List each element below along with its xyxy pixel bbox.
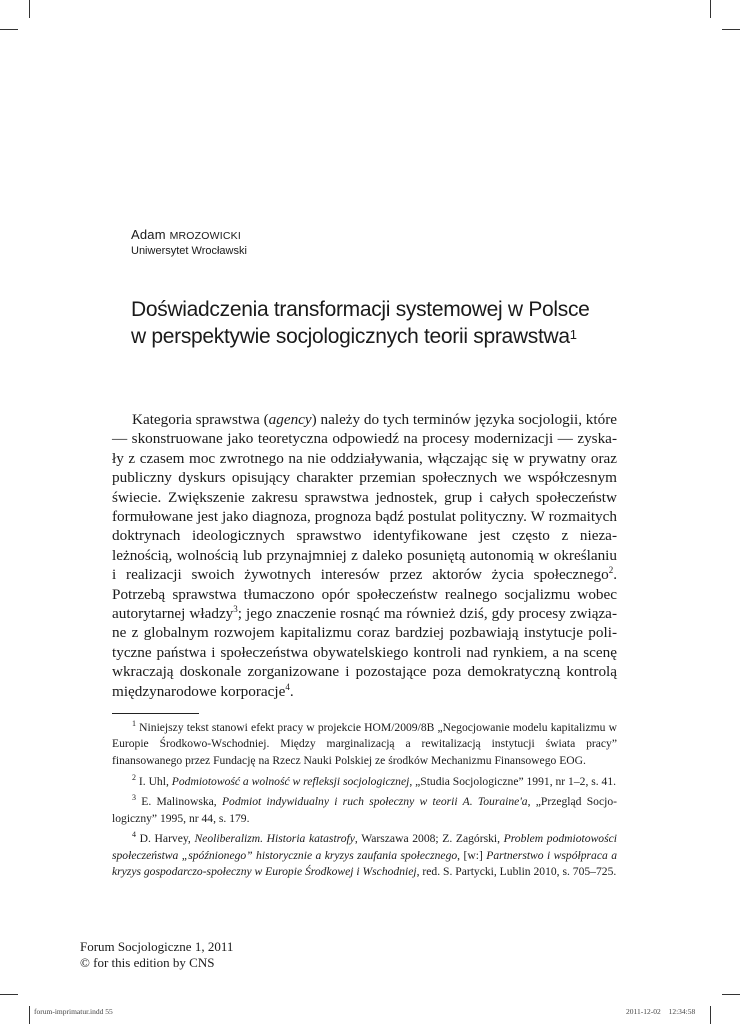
footnote-title: Podmiotowość a wolność w refleksji socjologicznej [171,774,410,788]
journal-imprint [80,939,233,971]
footnotes [112,716,617,881]
footnote-ref: 3 [233,604,238,614]
author-last: MROZOWICKI [169,230,241,242]
footnote-text: E. Malinowska, [141,794,222,808]
footnote-separator [112,713,199,714]
body-text: ) należy do tych terminów języka socjologii, które — skonstruowane jako teoretyczna odpowiedź na procesy modernizacji — zyskały z czasem moc zwrotnego na nie oddziaływania, włączając się w prywatny oraz publiczny dyskurs opisujący charakter przemian społecznych we współczesnym świecie. Zwiększenie zakresu sprawstwa jednostek, grup i całych społeczeństw formułowane jest jako diagnoza, prognoza bądź postulat polityczny. W rozmaitych doktrynach ideologicznych sprawstwo identyfikowane jest często z niezależnością, wolnością lub przynajmniej z daleko posuniętą autonomią w określaniu i realizacji swoich żywotnych interesów przez aktorów życia społecznego [112,411,618,584]
footnote-title: Podmiot indywidualny i ruch społeczny w teorii A. Touraine'a [221,794,528,808]
crop-mark [710,0,711,18]
body-text: . Potrzebą sprawstwa tłumaczono opór społeczeństw realnego socjalizmu wobec autorytarnej władzy [112,566,617,623]
footnote-text: , red. S. Partycki, Lublin 2010, s. 705–725. [416,865,617,879]
body-paragraph [112,410,617,701]
footnote-text: D. Harvey, [139,832,195,845]
footnote-text: I. Uhl, [138,774,172,788]
footnote-text: , [w:] [457,848,487,862]
footnote-number: 2 [132,772,136,782]
article-title [131,296,611,350]
crop-mark [0,29,18,30]
footnote-ref: 2 [608,565,614,576]
journal-issue: Forum Socjologiczne 1, 2011 [80,939,234,954]
footnote-title: Partnerstwo i współpraca a kryzys gospodarczo-społeczny w Europie Środkowej i Wschodniej [112,848,617,879]
print-slug-file: forum-imprimatur.indd 55 [34,1007,113,1016]
body-italic-term: agency [268,411,312,428]
footnote-ref: 4 [285,681,290,692]
title-line-2: w perspektywie socjologicznych teorii sprawstwa [131,325,570,348]
title-footnote-ref: 1 [569,327,577,342]
author-first: Adam [131,227,166,242]
title-line-1: Doświadczenia transformacji systemowej w Polsce [131,298,590,321]
footnote-number: 4 [132,830,136,840]
footnote-3 [112,790,617,827]
print-slug-date: 2011-12-02 12:34:58 [626,1007,696,1016]
crop-mark [0,994,18,995]
footnote-4 [112,827,617,881]
footnote-text: , „Studia Socjologiczne” 1991, nr 1–2, s. 41. [409,774,617,788]
crop-mark [722,994,740,995]
body-text: Kategoria sprawstwa ( [132,411,269,428]
footnote-text: Niniejszy tekst stanowi efekt pracy w projekcie HOM/2009/8B „Negocjowanie modelu kapitalizmu w Europie Środkowo-Wschodniej. Między marginalizacją a rewitalizacją instytucji świata pracy” finansowanego przez Fundację na Rzecz Nauki Polskiej ze środków Mechanizmu Finansowego EOG. [112,720,617,768]
author-affiliation: Uniwersytet Wrocławski [131,245,247,257]
crop-mark [29,0,30,18]
crop-mark [710,1006,711,1024]
crop-mark [29,1006,30,1024]
footnote-text: , Warszawa 2008; Z. Zagórski, [354,832,504,845]
footnote-title: Problem podmiotowości społeczeństwa „spóźnionego” historycznie a kryzys zaufania społecznego [112,832,617,862]
crop-mark [722,29,740,30]
footnote-1 [112,716,617,770]
footnote-number: 3 [132,793,136,803]
body-text: . [289,682,294,700]
footnote-number: 1 [132,719,136,728]
footnote-text: , „Przegląd Socjologiczny” 1995, nr 44, s. 179. [112,794,617,825]
footnote-title: Neoliberalizm. Historia katastrofy [194,832,355,845]
journal-copyright: © for this edition by CNS [80,955,215,970]
body-text: ; jego znaczenie rosnąć ma również dziś, gdy procesy związane z globalnym rozwojem kapitalizmu coraz bardziej pozbawiają instytucje polityczne państwa i społeczeństwa obywatelskiego kontroli nad rynkiem, a na scenę wkraczają doskonale zorganizowane i pozostające poza demokratyczną kontrolą międzynarodowe korporacje [112,605,617,700]
footnote-2 [112,770,617,790]
author-name [131,227,241,242]
